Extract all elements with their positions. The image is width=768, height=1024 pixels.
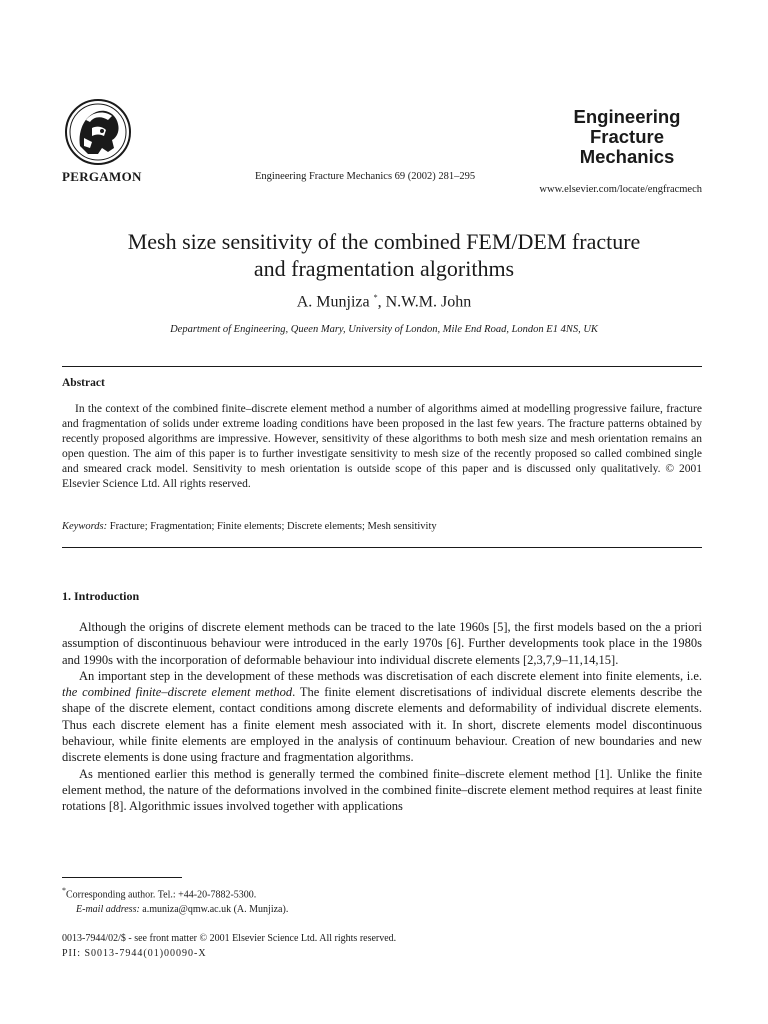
affiliation: Department of Engineering, Queen Mary, University of London, Mile End Road, London E1 4NS, UK <box>170 324 598 335</box>
footnote-mark: * <box>62 886 66 895</box>
abstract-heading: Abstract <box>62 377 105 389</box>
email-value: a.muniza@qmw.ac.uk (A. Munjiza). <box>139 904 289 916</box>
paragraph: Although the origins of discrete element methods can be traced to the late 1960s [5], the first models based on the a priori assumption of discontinuous behaviour were introduced in the early 1970s [6]. Further developments took place in the 1980s and 1990s with the incorporation of deformable behaviour into individual discrete elements [2,3,7,9–11,14,15]. <box>62 620 702 667</box>
journal-title-line: Engineering <box>573 106 681 127</box>
journal-title-line: Mechanics <box>579 146 675 167</box>
keywords-label: Keywords: <box>62 521 108 532</box>
journal-title-line: Fracture <box>589 126 665 147</box>
title-line: Mesh size sensitivity of the combined FEM/DEM fracture <box>127 229 641 254</box>
title-line: and fragmentation algorithms <box>253 256 515 281</box>
footnote <box>62 883 288 917</box>
emphasis-text: the combined finite–discrete element method <box>62 685 293 700</box>
section-body <box>62 619 702 815</box>
footnote-divider <box>62 877 182 878</box>
footnote-corresponding <box>62 883 288 902</box>
paragraph: As mentioned earlier this method is generally termed the combined finite–discrete element method [1]. Unlike the finite element method, the nature of the deformations involved in the combined finite–discrete element method requires at least finite rotations [8]. Algorithmic issues involved together with applications <box>62 766 702 814</box>
journal-citation: Engineering Fracture Mechanics 69 (2002) 281–295 <box>255 171 476 182</box>
email-label: E-mail address: <box>76 904 140 916</box>
paragraph-text: An important step in the development of these methods was discretisation of each discrete element into finite elements, i.e. <box>79 668 702 683</box>
pii-line: PII: S0013-7944(01)00090-X <box>62 948 207 959</box>
paragraph <box>62 668 702 766</box>
divider <box>62 366 702 367</box>
pergamon-logo-icon <box>62 98 134 168</box>
author-name: A. Munjiza <box>296 293 370 311</box>
publisher-name: PERGAMON <box>62 169 142 184</box>
divider <box>62 547 702 548</box>
journal-title <box>552 107 702 167</box>
footnote-email <box>62 902 288 917</box>
keywords-text: Fracture; Fragmentation; Finite elements; Discrete elements; Mesh sensitivity <box>107 521 437 532</box>
copyright-block <box>62 931 396 961</box>
author-separator: , <box>377 293 386 311</box>
corresponding-mark: * <box>373 293 378 302</box>
abstract-text: In the context of the combined finite–discrete element method a number of algorithms aimed at modelling progressive failure, fracture and fragmentation of solids under extreme loading conditions have been proposed in the last few years. The fracture patterns obtained by recently proposed algorithms are impressive. However, sensitivity of these algorithms to both mesh size and mesh orientation remains an open question. The aim of this paper is to further investigate sensitivity to mesh size of the recently proposed so called combined single and smeared crack model. Sensitivity to mesh orientation is outside scope of this paper and is discussed only qualitatively. © 2001 Elsevier Science Ltd. All rights reserved. <box>62 403 702 490</box>
section-heading: 1. Introduction <box>62 589 140 603</box>
author-list <box>60 293 708 311</box>
footnote-text: Corresponding author. Tel.: +44-20-7882-5300. <box>66 889 257 901</box>
journal-url-link[interactable]: www.elsevier.com/locate/engfracmech <box>539 184 702 195</box>
author-name: N.W.M. John <box>385 293 472 311</box>
copyright-line: 0013-7944/02/$ - see front matter © 2001 Elsevier Science Ltd. All rights reserved. <box>62 933 397 944</box>
keywords <box>62 521 437 532</box>
paragraph-text: . The finite element discretisations of individual discrete elements describe the shape of the discrete element, contact conditions among discrete elements and deformability of individual discrete elements. Thus each discrete element has a finite element mesh associated with it. In short, discrete elements model discontinuous behaviour, while finite elements are employed in the analysis of continuum behaviour. Creation of new boundaries and new discrete elements is done using fracture and fragmentation algorithms. <box>62 685 703 765</box>
paper-title <box>60 228 708 282</box>
